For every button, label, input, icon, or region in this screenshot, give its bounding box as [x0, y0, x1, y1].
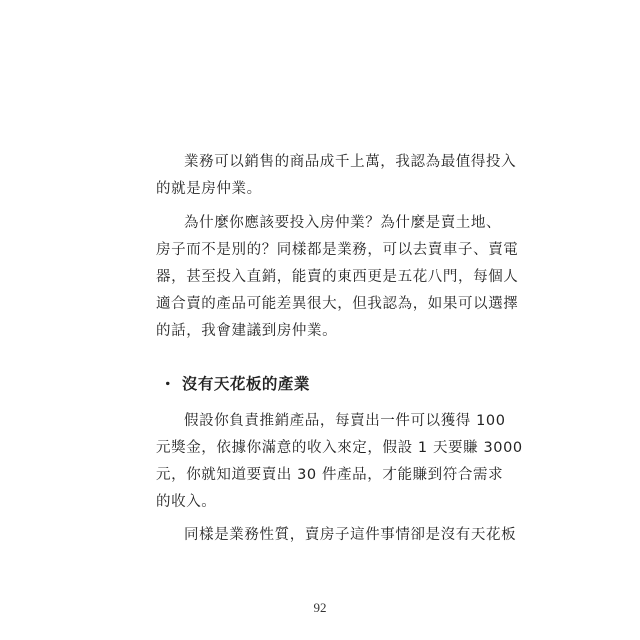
paragraph-1-line-1: 業務可以銷售的商品成千上萬，我認為最值得投入 [184, 154, 517, 170]
paragraph-2-line-1: 為什麼你應該要投入房仲業？為什麼是賣土地、 [184, 215, 502, 231]
page-number: 92 [313, 600, 327, 615]
paragraph-2-line-4: 適合賣的產品可能差異很大，但我認為，如果可以選擇 [156, 296, 519, 312]
paragraph-3-line-3: 元，你就知道要賣出 30 件產品，才能賺到符合需求 [156, 467, 504, 483]
paragraph-3-line-1: 假設你負責推銷產品，每賣出一件可以獲得 100 [184, 413, 506, 429]
paragraph-2-line-2: 房子而不是別的？同樣都是業務，可以去賣車子、賣電 [156, 242, 519, 258]
paragraph-3-line-4: 的收入。 [156, 494, 217, 510]
paragraph-2-line-5: 的話，我會建議到房仲業。 [156, 323, 338, 339]
section-heading: ・ 沒有天花板的產業 [160, 375, 310, 393]
paragraph-3-line-2: 元獎金，依據你滿意的收入來定，假設 1 天要賺 3000 [156, 440, 523, 456]
paragraph-1-line-2: 的就是房仲業。 [156, 181, 262, 197]
paragraph-2-line-3: 器，甚至投入直銷，能賣的東西更是五花八門，每個人 [156, 269, 519, 285]
paragraph-4-line-1: 同樣是業務性質，賣房子這件事情卻是沒有天花板 [184, 527, 517, 543]
